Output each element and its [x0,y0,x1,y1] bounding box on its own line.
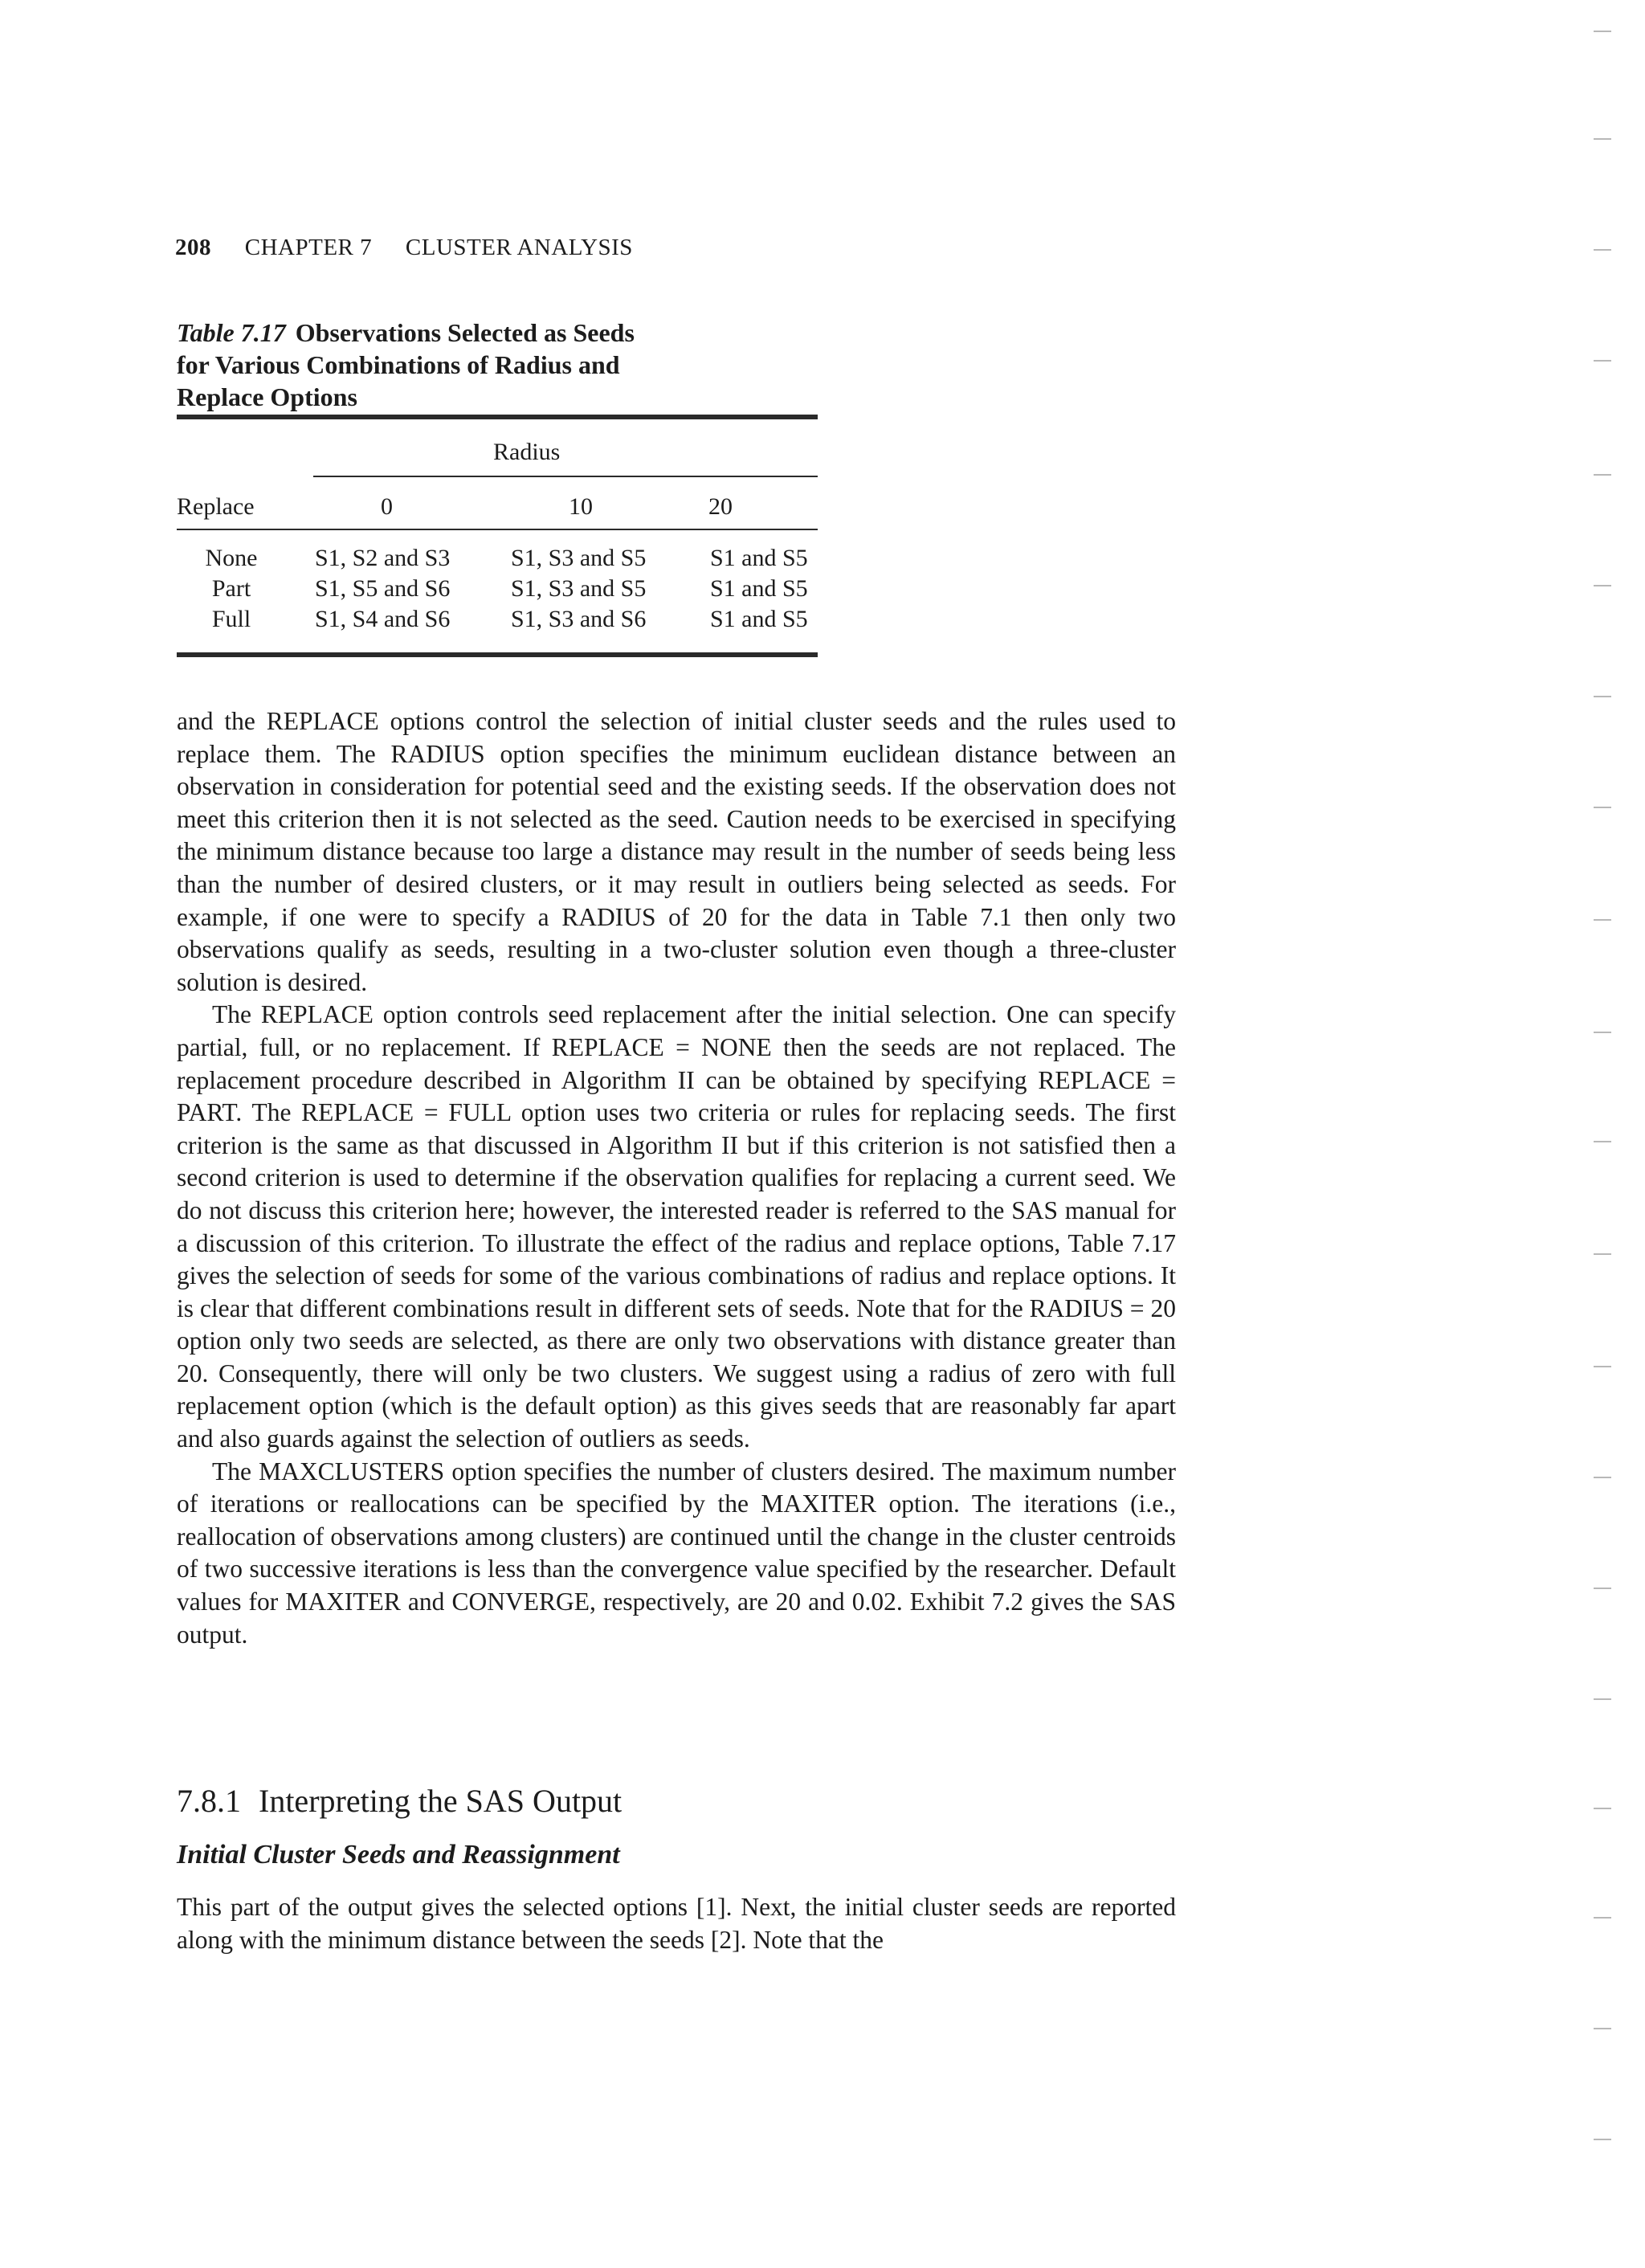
final-text [177,1891,1176,1956]
scan-edge-mark [1594,249,1611,251]
table-caption [177,317,819,413]
paragraph: The MAXCLUSTERS option specifies the number of clusters desired. The maximum number of iterations or reallocations can be specified by the MAXITER option. The iterations (i.e., reallocation of observations among clusters) are continued until the change in the cluster centroids of two successive iterations is less than the convergence value specified by the researcher. Default values for MAXITER and CONVERGE, respectively, are 20 and 0.02. Exhibit 7.2 gives the SAS output. [177,1457,1176,1649]
cell-radius-20: S1 and S5 [710,575,808,602]
cell-radius-0: S1, S5 and S6 [315,575,451,602]
section-heading [177,1782,622,1820]
scan-edge-mark [1594,696,1611,697]
section-number: 7.8.1 [177,1783,241,1819]
scan-edge-mark [1594,1808,1611,1809]
column-header-radius-10: 10 [569,493,593,520]
radius-header-label: Radius [493,439,561,465]
scan-edge-mark [1594,360,1611,362]
chapter-title: CLUSTER ANALYSIS [405,235,633,260]
cell-radius-10: S1, S3 and S5 [511,575,647,602]
cell-replace: Full [211,606,251,632]
table-label: Table 7.17 [177,318,286,347]
running-header [175,235,633,261]
page-number: 208 [175,235,211,260]
scan-edge-marks [1594,0,1613,2268]
body-text [177,705,1176,1651]
cell-radius-0: S1, S2 and S3 [315,545,451,571]
scan-edge-mark [1594,1588,1611,1589]
scan-edge-mark [1594,1366,1611,1367]
column-header-row [177,477,818,529]
cell-replace: None [205,545,258,571]
column-header-radius-0: 0 [381,493,393,520]
paragraph: This part of the output gives the selected options [1]. Next, the initial cluster seeds are reported along with the minimum distance between the seeds [2]. Note that the [177,1893,1176,1954]
scan-edge-mark [1594,1698,1611,1700]
scan-edge-mark [1594,585,1611,586]
table-row [177,575,818,606]
scan-edge-mark [1594,1032,1611,1033]
cell-radius-10: S1, S3 and S5 [511,545,647,571]
scan-edge-mark [1594,1917,1611,1919]
cell-radius-20: S1 and S5 [710,545,808,571]
column-header-replace: Replace [177,493,255,520]
cell-radius-10: S1, S3 and S6 [511,606,647,632]
scan-edge-mark [1594,919,1611,921]
section-title: Interpreting the SAS Output [259,1783,622,1819]
cell-replace: Part [211,575,251,602]
scan-edge-mark [1594,807,1611,808]
cell-radius-20: S1 and S5 [710,606,808,632]
scan-edge-mark [1594,1477,1611,1478]
cell-radius-0: S1, S4 and S6 [315,606,451,632]
seeds-table [177,415,818,657]
scan-edge-mark [1594,138,1611,140]
table-body [177,530,818,652]
radius-group-header [177,419,818,477]
table-row [177,545,818,575]
scan-edge-mark [1594,2139,1611,2140]
column-header-radius-20: 20 [708,493,733,520]
scan-edge-mark [1594,474,1611,476]
table-row [177,606,818,636]
paragraph: The REPLACE option controls seed replacement after the initial selection. One can specify partial, full, or no replacement. If REPLACE = NONE then the seeds are not replaced. The replacement procedure described in Algorithm II can be obtained by specifying REPLACE = PART. The REPLACE = FULL option uses two criteria or rules for replacing seeds. The first criterion is the same as that discussed in Algorithm II but if this criterion is not satisfied then a second criterion is used to determine if the observation qualifies for replacing a current seed. We do not discuss this criterion here; however, the interested reader is referred to the SAS manual for a discussion of this criterion. To illustrate the effect of the radius and replace options, Table 7.17 gives the selection of seeds for some of the various combinations of radius and replace options. It is clear that different combinations result in different sets of seeds. Note that for the RADIUS = 20 option only two seeds are selected, as there are only two observations with distance greater than 20. Consequently, there will only be two clusters. We suggest using a radius of zero with full replacement option (which is the default option) as this gives seeds that are reasonably far apart and also guards against the selection of outliers as seeds. [177,1000,1176,1453]
caption-line-3: Replace Options [177,382,357,411]
scan-edge-mark [1594,2028,1611,2029]
scan-edge-mark [1594,1141,1611,1142]
table-bottom-rule [177,652,818,657]
caption-line-1: Observations Selected as Seeds [295,318,635,347]
scan-edge-mark [1594,1253,1611,1255]
caption-line-2: for Various Combinations of Radius and [177,350,620,379]
chapter-label: CHAPTER 7 [244,235,373,260]
paragraph: and the REPLACE options control the selection of initial cluster seeds and the rules used to replace them. The RADIUS option specifies the minimum euclidean distance between an observation in consideration for potential seed and the existing seeds. If the observation does not meet this criterion then it is not selected as the seed. Caution needs to be exercised in specifying the minimum distance because too large a distance may result in the number of seeds being less than the number of desired clusters, or it may result in outliers being selected as seeds. For example, if one were to specify a RADIUS of 20 for the data in Table 7.1 then only two observations qualify as seeds, resulting in a two-cluster solution even though a three-cluster solution is desired. [177,707,1176,996]
scan-edge-mark [1594,31,1611,32]
subsection-heading: Initial Cluster Seeds and Reassignment [177,1840,620,1870]
